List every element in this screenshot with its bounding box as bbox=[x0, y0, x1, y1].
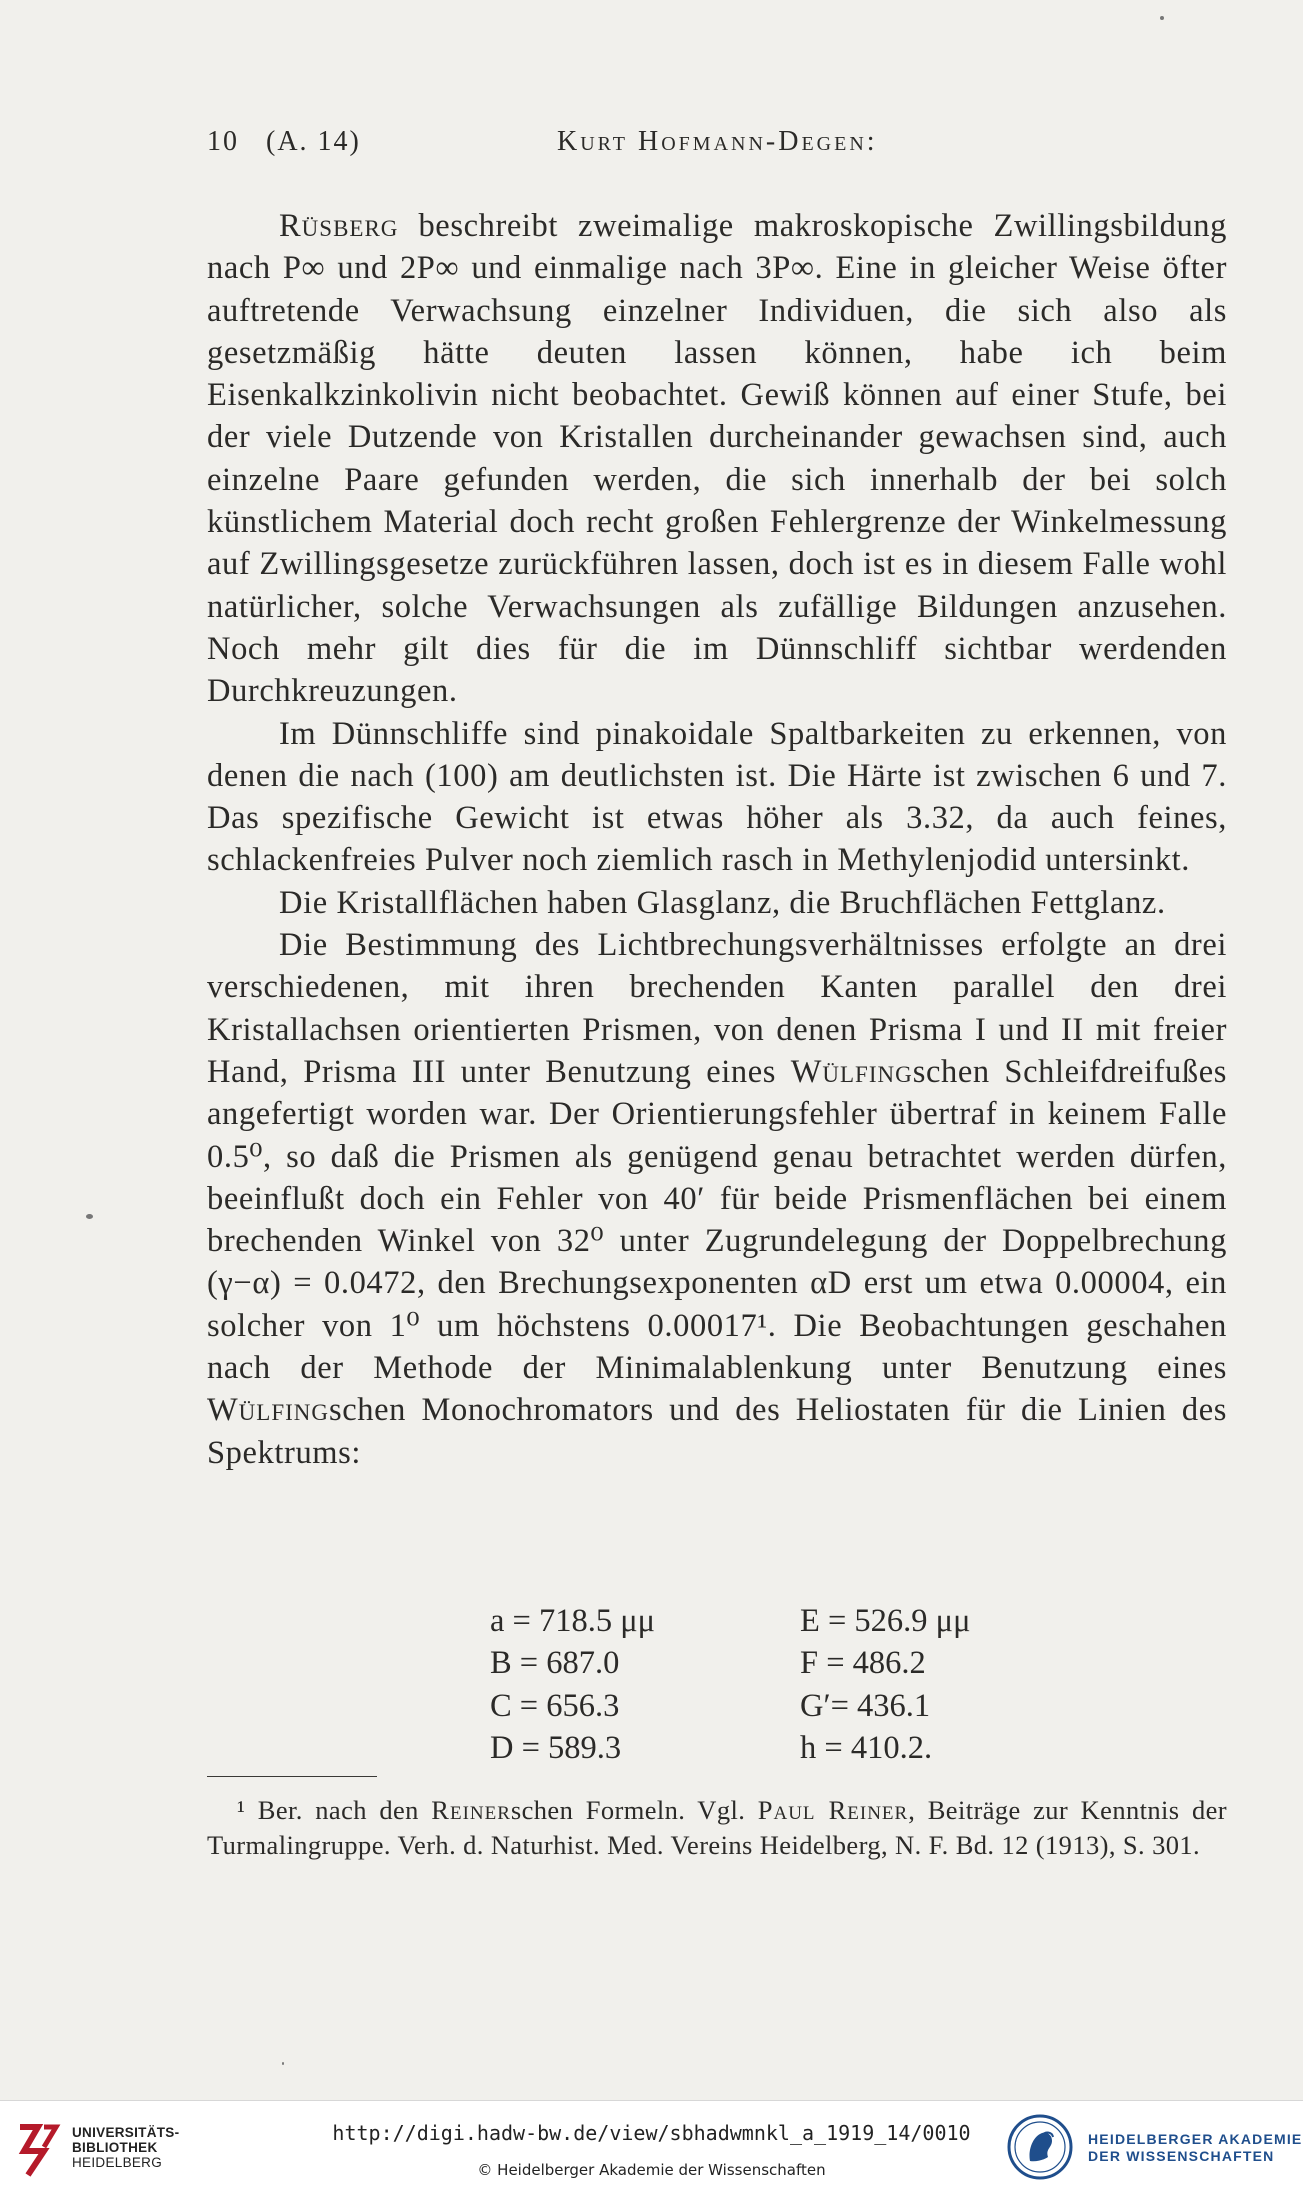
academy-name: HEIDELBERGER AKADEMIE DER WISSENSCHAFTEN bbox=[1088, 2131, 1303, 2164]
table-cell: a = 718.5 μμ bbox=[490, 1603, 656, 1639]
library-name: UNIVERSITÄTS- BIBLIOTHEK HEIDELBERG bbox=[72, 2125, 180, 2170]
table-row bbox=[490, 1685, 971, 1727]
spectral-lines-table bbox=[490, 1600, 971, 1769]
table-cell: D = 589.3 bbox=[490, 1729, 622, 1766]
scan-speck bbox=[1160, 16, 1164, 20]
viewer-footer bbox=[0, 2100, 1303, 2194]
document-url-link[interactable]: http://digi.hadw-bw.de/view/sbhadwmnkl_a_1919_14/0010 bbox=[332, 2121, 971, 2145]
author-name: Paul Reiner bbox=[757, 1795, 909, 1825]
paragraph-3: Die Kristallflächen haben Glasglanz, die Bruchflächen Fettglanz. bbox=[279, 884, 1166, 921]
footnote: ¹ Ber. nach den Reinerschen Formeln. Vgl. Paul Reiner, Beiträge zur Kenntnis der Turmalingruppe. Verh. d. Naturhist. Med. Vereins Heidelberg, N. F. Bd. 12 (1913), S. 301. bbox=[207, 1795, 1227, 1860]
author-name: Wülfing bbox=[790, 1053, 913, 1090]
footnote-rule bbox=[207, 1776, 377, 1777]
table-cell: F = 486.2 bbox=[800, 1645, 926, 1682]
table-cell: E = 526.9 μμ bbox=[800, 1603, 971, 1639]
running-head-author: Kurt Hofmann-Degen: bbox=[557, 126, 878, 157]
scan-speck bbox=[86, 1214, 93, 1219]
scan-speck bbox=[282, 2062, 284, 2065]
paragraph-4: Die Bestimmung des Lichtbrechungsverhältnisses erfolgte an drei verschiedenen, mit ihren brechenden Kanten parallel den drei Kristallachsen orientierten Prismen, von denen Prisma I und II mit freier Hand, Prisma III unter Benutzung eines Wülfingschen Schleifdreifußes angefertigt worden war. Der Orientierungsfehler übertraf in keinem Falle 0.5⁰, so daß die Prismen als genügend genau betrachtet werden dürfen, beeinflußt doch ein Fehler von 40′ für beide Prismenflächen bei einem brechenden Winkel von 32⁰ unter Zugrundelegung der Doppelbrechung (γ−α) = 0.0472, den Brechungsexponenten αD erst um etwa 0.00004, ein solcher von 1⁰ um höchstens 0.00017¹. Die Beobachtungen geschahen nach der Methode der Minimalablenkung unter Benutzung eines Wülfingschen Monochromators und des Heliostaten für die Linien des Spektrums: bbox=[207, 927, 1227, 1471]
hadw-seal-icon[interactable] bbox=[1006, 2113, 1074, 2181]
body-text bbox=[207, 205, 1227, 1474]
author-name: Rüsberg bbox=[279, 208, 399, 244]
author-name: Wülfing bbox=[207, 1392, 330, 1429]
author-name: Reiner bbox=[431, 1795, 511, 1825]
page-number: 10 (A. 14) bbox=[207, 126, 361, 157]
section-reference: (A. 14) bbox=[266, 126, 361, 157]
paragraph-2: Im Dünnschliffe sind pinakoidale Spaltbarkeiten zu erkennen, von denen die nach (100) am deutlichsten ist. Die Härte ist zwischen 6 und 7. Das spezifische Gewicht ist etwas höher als 3.32, da auch feines, schlackenfreies Pulver noch ziemlich rasch in Methylenjodid untersinkt. bbox=[207, 715, 1227, 879]
table-cell: C = 656.3 bbox=[490, 1687, 620, 1724]
copyright-notice: © Heidelberger Akademie der Wissenschaften bbox=[477, 2161, 826, 2179]
table-cell: h = 410.2. bbox=[800, 1729, 933, 1766]
table-row bbox=[490, 1600, 971, 1642]
paragraph-1: Rüsberg beschreibt zweimalige makroskopische Zwillingsbildung nach P∞ und 2P∞ und einmalige nach 3P∞. Eine in gleicher Weise öfter auftretende Verwachsung einzelner Individuen, die sich also als gesetzmäßig hätte deuten lassen können, habe ich beim Eisenkalkzinkolivin nicht beobachtet. Gewiß können auf einer Stufe, bei der viele Dutzende von Kristallen durcheinander gewachsen sind, auch einzelne Paare gefunden werden, die sich innerhalb der bei solch künstlichem Material doch recht großen Fehlergrenze der Winkelmessung auf Zwillingsgesetze zurückführen lassen, doch ist es in diesem Falle wohl natürlicher, solche Verwachsungen als zufällige Bildungen anzusehen. Noch mehr gilt dies für die im Dünnschliff sichtbar werdenden Durchkreuzungen. bbox=[207, 208, 1227, 710]
table-cell: G′= 436.1 bbox=[800, 1687, 931, 1724]
table-row bbox=[490, 1642, 971, 1684]
table-row bbox=[490, 1727, 971, 1769]
table-cell: B = 687.0 bbox=[490, 1645, 620, 1682]
